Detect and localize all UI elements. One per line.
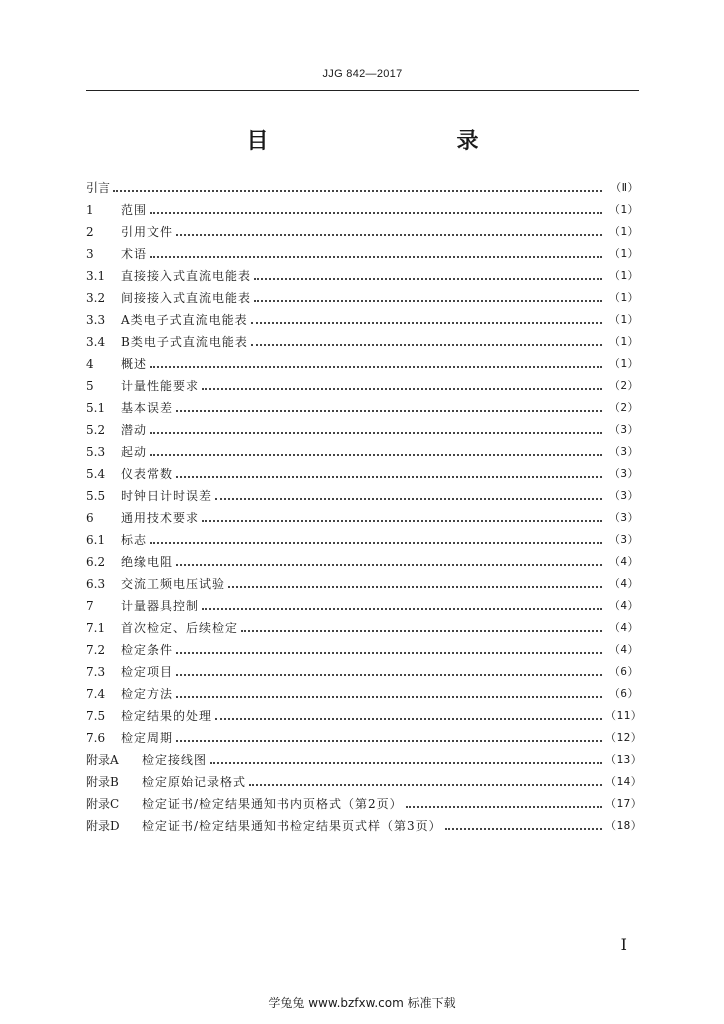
toc-entry-page: （1） bbox=[608, 291, 639, 304]
dot-leader bbox=[228, 586, 602, 588]
toc-entry-label: 术语 bbox=[121, 247, 148, 261]
toc-entry-page: （3） bbox=[608, 467, 639, 480]
dot-leader bbox=[176, 410, 602, 412]
dot-leader bbox=[176, 740, 602, 742]
toc-entry[interactable] bbox=[86, 286, 639, 308]
toc-entry-page: （1） bbox=[608, 335, 639, 348]
toc-entry-label: 检定证书/检定结果通知书检定结果页式样（第3页） bbox=[142, 819, 442, 833]
dot-leader bbox=[215, 718, 602, 720]
toc-entry-number: 1 bbox=[86, 203, 94, 217]
toc-entry[interactable] bbox=[86, 264, 639, 286]
page-title: 目 录 bbox=[246, 129, 527, 154]
dot-leader bbox=[251, 322, 602, 324]
toc-entry[interactable] bbox=[86, 396, 639, 418]
dot-leader bbox=[210, 762, 602, 764]
toc-entry-label: B类电子式直流电能表 bbox=[121, 335, 248, 349]
dot-leader bbox=[150, 366, 602, 368]
dot-leader bbox=[445, 828, 602, 830]
dot-leader bbox=[406, 806, 602, 808]
toc-entry-page: （4） bbox=[608, 621, 639, 634]
toc-entry[interactable] bbox=[86, 638, 639, 660]
toc-entry[interactable] bbox=[86, 462, 639, 484]
toc-entry-number: 6.2 bbox=[86, 555, 106, 569]
toc-entry-page: （4） bbox=[608, 599, 639, 612]
toc-entry-number: 附录D bbox=[86, 819, 120, 833]
toc-entry-number: 3 bbox=[86, 247, 94, 261]
toc-entry-label: 检定接线图 bbox=[142, 753, 208, 767]
toc-entry-label: 标志 bbox=[121, 533, 148, 547]
toc-entry[interactable] bbox=[86, 330, 639, 352]
dot-leader bbox=[202, 608, 602, 610]
toc-entry-page: （17） bbox=[605, 797, 643, 810]
toc-entry-page: （3） bbox=[608, 445, 639, 458]
toc-entry-label: 检定结果的处理 bbox=[121, 709, 213, 723]
toc-entry-number: 5.4 bbox=[86, 467, 106, 481]
toc-entry[interactable] bbox=[86, 550, 639, 572]
toc-entry-page: （3） bbox=[608, 489, 639, 502]
toc-entry-number: 5.1 bbox=[86, 401, 106, 415]
toc-entry-page: （1） bbox=[608, 357, 639, 370]
dot-leader bbox=[176, 234, 602, 236]
toc-entry-page: （1） bbox=[608, 203, 639, 216]
toc-entry-label: 直接接入式直流电能表 bbox=[121, 269, 252, 283]
toc-entry-label: 检定项目 bbox=[121, 665, 174, 679]
toc-entry-label: 绝缘电阻 bbox=[121, 555, 174, 569]
toc-entry-label: 时钟日计时误差 bbox=[121, 489, 213, 503]
toc-entry-label: 计量器具控制 bbox=[121, 599, 200, 613]
toc-entry[interactable] bbox=[86, 704, 643, 726]
dot-leader bbox=[113, 190, 602, 192]
toc-entry-page: （2） bbox=[608, 379, 639, 392]
toc-entry-number: 7.1 bbox=[86, 621, 106, 635]
dot-leader bbox=[249, 784, 602, 786]
toc-entry-label: 概述 bbox=[121, 357, 148, 371]
dot-leader bbox=[150, 542, 602, 544]
toc-entry-label: 检定周期 bbox=[121, 731, 174, 745]
toc-entry-page: （4） bbox=[608, 643, 639, 656]
toc-entry-page: （1） bbox=[608, 225, 639, 238]
toc-entry-page: （4） bbox=[608, 555, 639, 568]
toc-entry-page: （13） bbox=[605, 753, 643, 766]
dot-leader bbox=[176, 652, 602, 654]
toc-entry-number: 7.2 bbox=[86, 643, 106, 657]
dot-leader bbox=[176, 696, 602, 698]
dot-leader bbox=[241, 630, 602, 632]
dot-leader bbox=[254, 278, 602, 280]
toc-entry-number: 7.5 bbox=[86, 709, 106, 723]
toc-entry-page: （3） bbox=[608, 533, 639, 546]
toc-entry-page: （12） bbox=[605, 731, 643, 744]
toc-entry-number: 7.3 bbox=[86, 665, 106, 679]
toc-entry-label: 潜动 bbox=[121, 423, 148, 437]
toc-entry-label: 计量性能要求 bbox=[121, 379, 200, 393]
toc-entry[interactable] bbox=[86, 242, 639, 264]
toc-entry-number: 5.2 bbox=[86, 423, 106, 437]
toc-entry[interactable] bbox=[86, 440, 639, 462]
toc-entry[interactable] bbox=[86, 198, 639, 220]
toc-entry[interactable] bbox=[86, 220, 639, 242]
toc-entry-page: （11） bbox=[605, 709, 643, 722]
dot-leader bbox=[215, 498, 602, 500]
toc-entry[interactable] bbox=[86, 528, 639, 550]
toc-entry-page: （18） bbox=[605, 819, 643, 832]
toc-entry-number: 5.3 bbox=[86, 445, 106, 459]
toc-entry[interactable] bbox=[86, 792, 643, 814]
toc-entry-page: （1） bbox=[608, 247, 639, 260]
table-of-contents bbox=[86, 176, 643, 836]
toc-entry[interactable] bbox=[86, 682, 639, 704]
toc-entry-number: 7 bbox=[86, 599, 94, 613]
page-number: I bbox=[620, 935, 627, 954]
toc-entry-label: 首次检定、后续检定 bbox=[121, 621, 239, 635]
toc-entry-label: 间接接入式直流电能表 bbox=[121, 291, 252, 305]
dot-leader bbox=[150, 432, 602, 434]
toc-entry-page: （14） bbox=[605, 775, 643, 788]
dot-leader bbox=[176, 674, 602, 676]
toc-entry-label: 检定方法 bbox=[121, 687, 174, 701]
toc-entry[interactable] bbox=[86, 594, 639, 616]
dot-leader bbox=[202, 520, 602, 522]
dot-leader bbox=[202, 388, 602, 390]
toc-entry-label: 通用技术要求 bbox=[121, 511, 200, 525]
toc-entry-number: 2 bbox=[86, 225, 94, 239]
toc-entry-number: 5.5 bbox=[86, 489, 106, 503]
dot-leader bbox=[150, 212, 602, 214]
toc-entry-label: 检定原始记录格式 bbox=[142, 775, 247, 789]
toc-entry[interactable] bbox=[86, 660, 639, 682]
toc-entry-label: 范围 bbox=[121, 203, 148, 217]
dot-leader bbox=[176, 476, 602, 478]
toc-entry-number: 4 bbox=[86, 357, 94, 371]
toc-entry-page: （3） bbox=[608, 511, 639, 524]
toc-entry[interactable] bbox=[86, 506, 639, 528]
toc-entry-page: （1） bbox=[608, 313, 639, 326]
toc-entry-page: （2） bbox=[608, 401, 639, 414]
toc-entry-page: （3） bbox=[608, 423, 639, 436]
toc-entry-label: 仪表常数 bbox=[121, 467, 174, 481]
toc-entry-number: 3.3 bbox=[86, 313, 106, 327]
footer-watermark: 学兔兔 www.bzfxw.com 标准下载 bbox=[268, 996, 456, 1010]
toc-entry-number: 6 bbox=[86, 511, 94, 525]
header-rule bbox=[86, 90, 639, 91]
toc-entry-number: 7.4 bbox=[86, 687, 106, 701]
toc-entry-number: 7.6 bbox=[86, 731, 106, 745]
toc-entry[interactable] bbox=[86, 726, 643, 748]
toc-entry-number: 3.1 bbox=[86, 269, 106, 283]
toc-entry[interactable] bbox=[86, 770, 643, 792]
toc-entry[interactable] bbox=[86, 748, 643, 770]
toc-entry-number: 附录C bbox=[86, 797, 120, 811]
toc-entry[interactable] bbox=[86, 616, 639, 638]
toc-entry-label: 检定条件 bbox=[121, 643, 174, 657]
toc-entry-number: 5 bbox=[86, 379, 94, 393]
toc-entry-label: 基本误差 bbox=[121, 401, 174, 415]
toc-entry-page: （6） bbox=[608, 665, 639, 678]
toc-entry[interactable] bbox=[86, 572, 639, 594]
toc-entry-page: （Ⅱ） bbox=[610, 181, 639, 194]
toc-entry[interactable] bbox=[86, 308, 639, 330]
dot-leader bbox=[150, 454, 602, 456]
toc-entry-number: 6.1 bbox=[86, 533, 106, 547]
toc-entry-page: （1） bbox=[608, 269, 639, 282]
toc-entry-label: A类电子式直流电能表 bbox=[121, 313, 248, 327]
toc-entry[interactable] bbox=[86, 814, 643, 836]
toc-entry-number: 引言 bbox=[86, 181, 111, 195]
toc-entry[interactable] bbox=[86, 352, 639, 374]
toc-entry-number: 3.2 bbox=[86, 291, 106, 305]
toc-entry-label: 引用文件 bbox=[121, 225, 174, 239]
dot-leader bbox=[176, 564, 602, 566]
toc-entry[interactable] bbox=[86, 418, 639, 440]
toc-entry[interactable] bbox=[86, 374, 639, 396]
toc-entry-page: （4） bbox=[608, 577, 639, 590]
toc-entry[interactable] bbox=[86, 176, 639, 198]
toc-entry-label: 交流工频电压试验 bbox=[121, 577, 226, 591]
toc-entry-number: 3.4 bbox=[86, 335, 106, 349]
toc-entry-label: 检定证书/检定结果通知书内页格式（第2页） bbox=[142, 797, 403, 811]
running-header: JJG 842—2017 bbox=[322, 68, 403, 80]
dot-leader bbox=[254, 300, 602, 302]
dot-leader bbox=[150, 256, 602, 258]
toc-entry-page: （6） bbox=[608, 687, 639, 700]
dot-leader bbox=[251, 344, 602, 346]
toc-entry[interactable] bbox=[86, 484, 639, 506]
toc-entry-label: 起动 bbox=[121, 445, 148, 459]
toc-entry-number: 6.3 bbox=[86, 577, 106, 591]
toc-entry-number: 附录A bbox=[86, 753, 119, 767]
toc-entry-number: 附录B bbox=[86, 775, 119, 789]
